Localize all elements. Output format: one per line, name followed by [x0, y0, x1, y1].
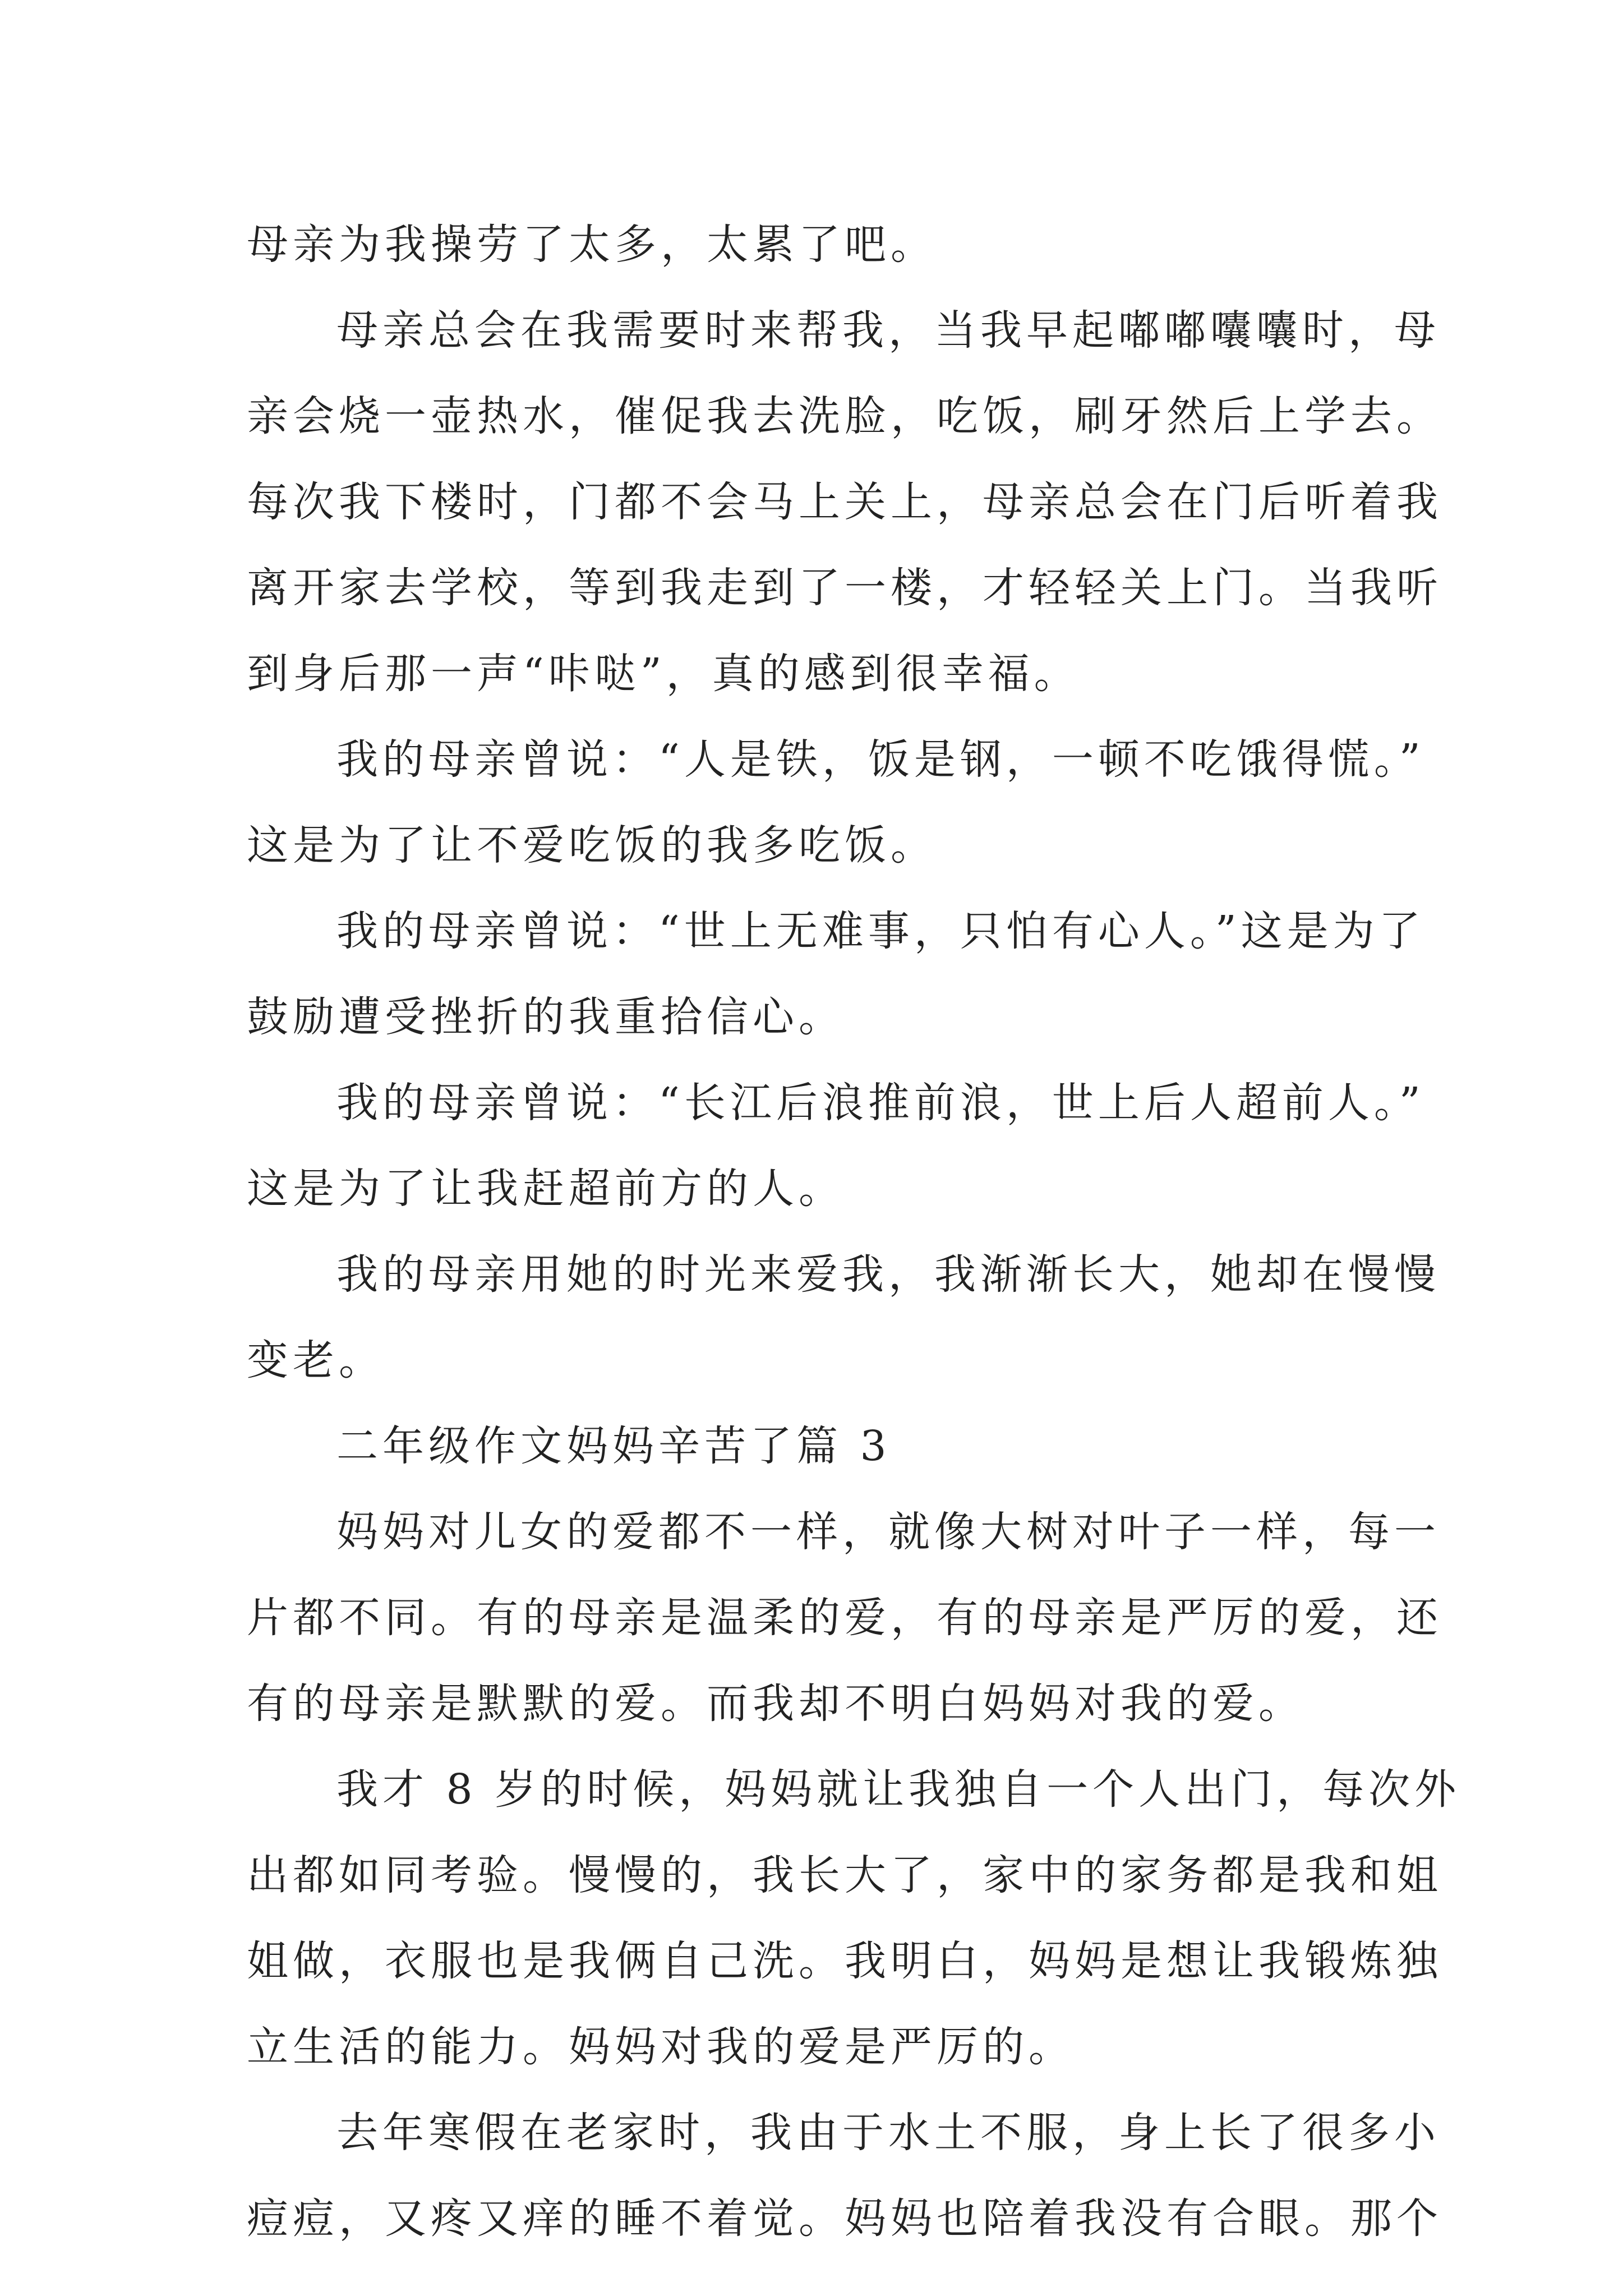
- paragraph-start-line: 我的母亲用她的时光来爱我，我渐渐长大，她却在慢慢: [336, 1250, 1440, 1299]
- paragraph-start-line: 我的母亲曾说：“人是铁，饭是钢，一顿不吃饿得慌。”: [336, 735, 1425, 784]
- paragraph-start-line: 母亲总会在我需要时来帮我，当我早起嘟嘟囔囔时，母: [336, 306, 1440, 355]
- text-line: 痘痘，又疼又痒的睡不着觉。妈妈也陪着我没有合眼。那个: [247, 2194, 1442, 2243]
- paragraph-start-line: 妈妈对儿女的爱都不一样，就像大树对叶子一样，每一: [336, 1508, 1440, 1556]
- text-line: 鼓励遭受挫折的我重拾信心。: [247, 993, 845, 1041]
- text-line: 片都不同。有的母亲是温柔的爱，有的母亲是严厉的爱，还: [247, 1594, 1442, 1642]
- text-line: 变老。: [247, 1336, 385, 1384]
- paragraph-start-line: 我才 8 岁的时候，妈妈就让我独自一个人出门，每次外: [336, 1765, 1461, 1814]
- text-line: 这是为了让我赶超前方的人。: [247, 1165, 845, 1213]
- paragraph-start-line: 去年寒假在老家时，我由于水土不服，身上长了很多小: [336, 2109, 1440, 2157]
- section-heading: 二年级作文妈妈辛苦了篇 3: [336, 1422, 891, 1470]
- text-line: 离开家去学校，等到我走到了一楼，才轻轻关上门。当我听: [247, 564, 1442, 612]
- document-body: [247, 202, 1461, 2262]
- paragraph-start-line: 我的母亲曾说：“世上无难事，只怕有心人。”这是为了: [336, 907, 1425, 955]
- text-line: 有的母亲是默默的爱。而我却不明白妈妈对我的爱。: [247, 1680, 1304, 1728]
- text-line: 立生活的能力。妈妈对我的爱是严厉的。: [247, 2023, 1075, 2071]
- text-line: 亲会烧一壶热水，催促我去洗脸，吃饭，刷牙然后上学去。: [247, 392, 1442, 440]
- text-line: 出都如同考验。慢慢的，我长大了，家中的家务都是我和姐: [247, 1851, 1442, 1899]
- text-line: 母亲为我操劳了太多，太累了吧。: [247, 220, 937, 269]
- text-line: 姐做，衣服也是我俩自己洗。我明白，妈妈是想让我锻炼独: [247, 1937, 1442, 1985]
- text-line: 到身后那一声“咔哒”，真的感到很幸福。: [247, 650, 1080, 698]
- text-line: 这是为了让不爱吃饭的我多吃饭。: [247, 821, 937, 869]
- text-line: 每次我下楼时，门都不会马上关上，母亲总会在门后听着我: [247, 478, 1442, 526]
- paragraph-start-line: 我的母亲曾说：“长江后浪推前浪，世上后人超前人。”: [336, 1079, 1425, 1127]
